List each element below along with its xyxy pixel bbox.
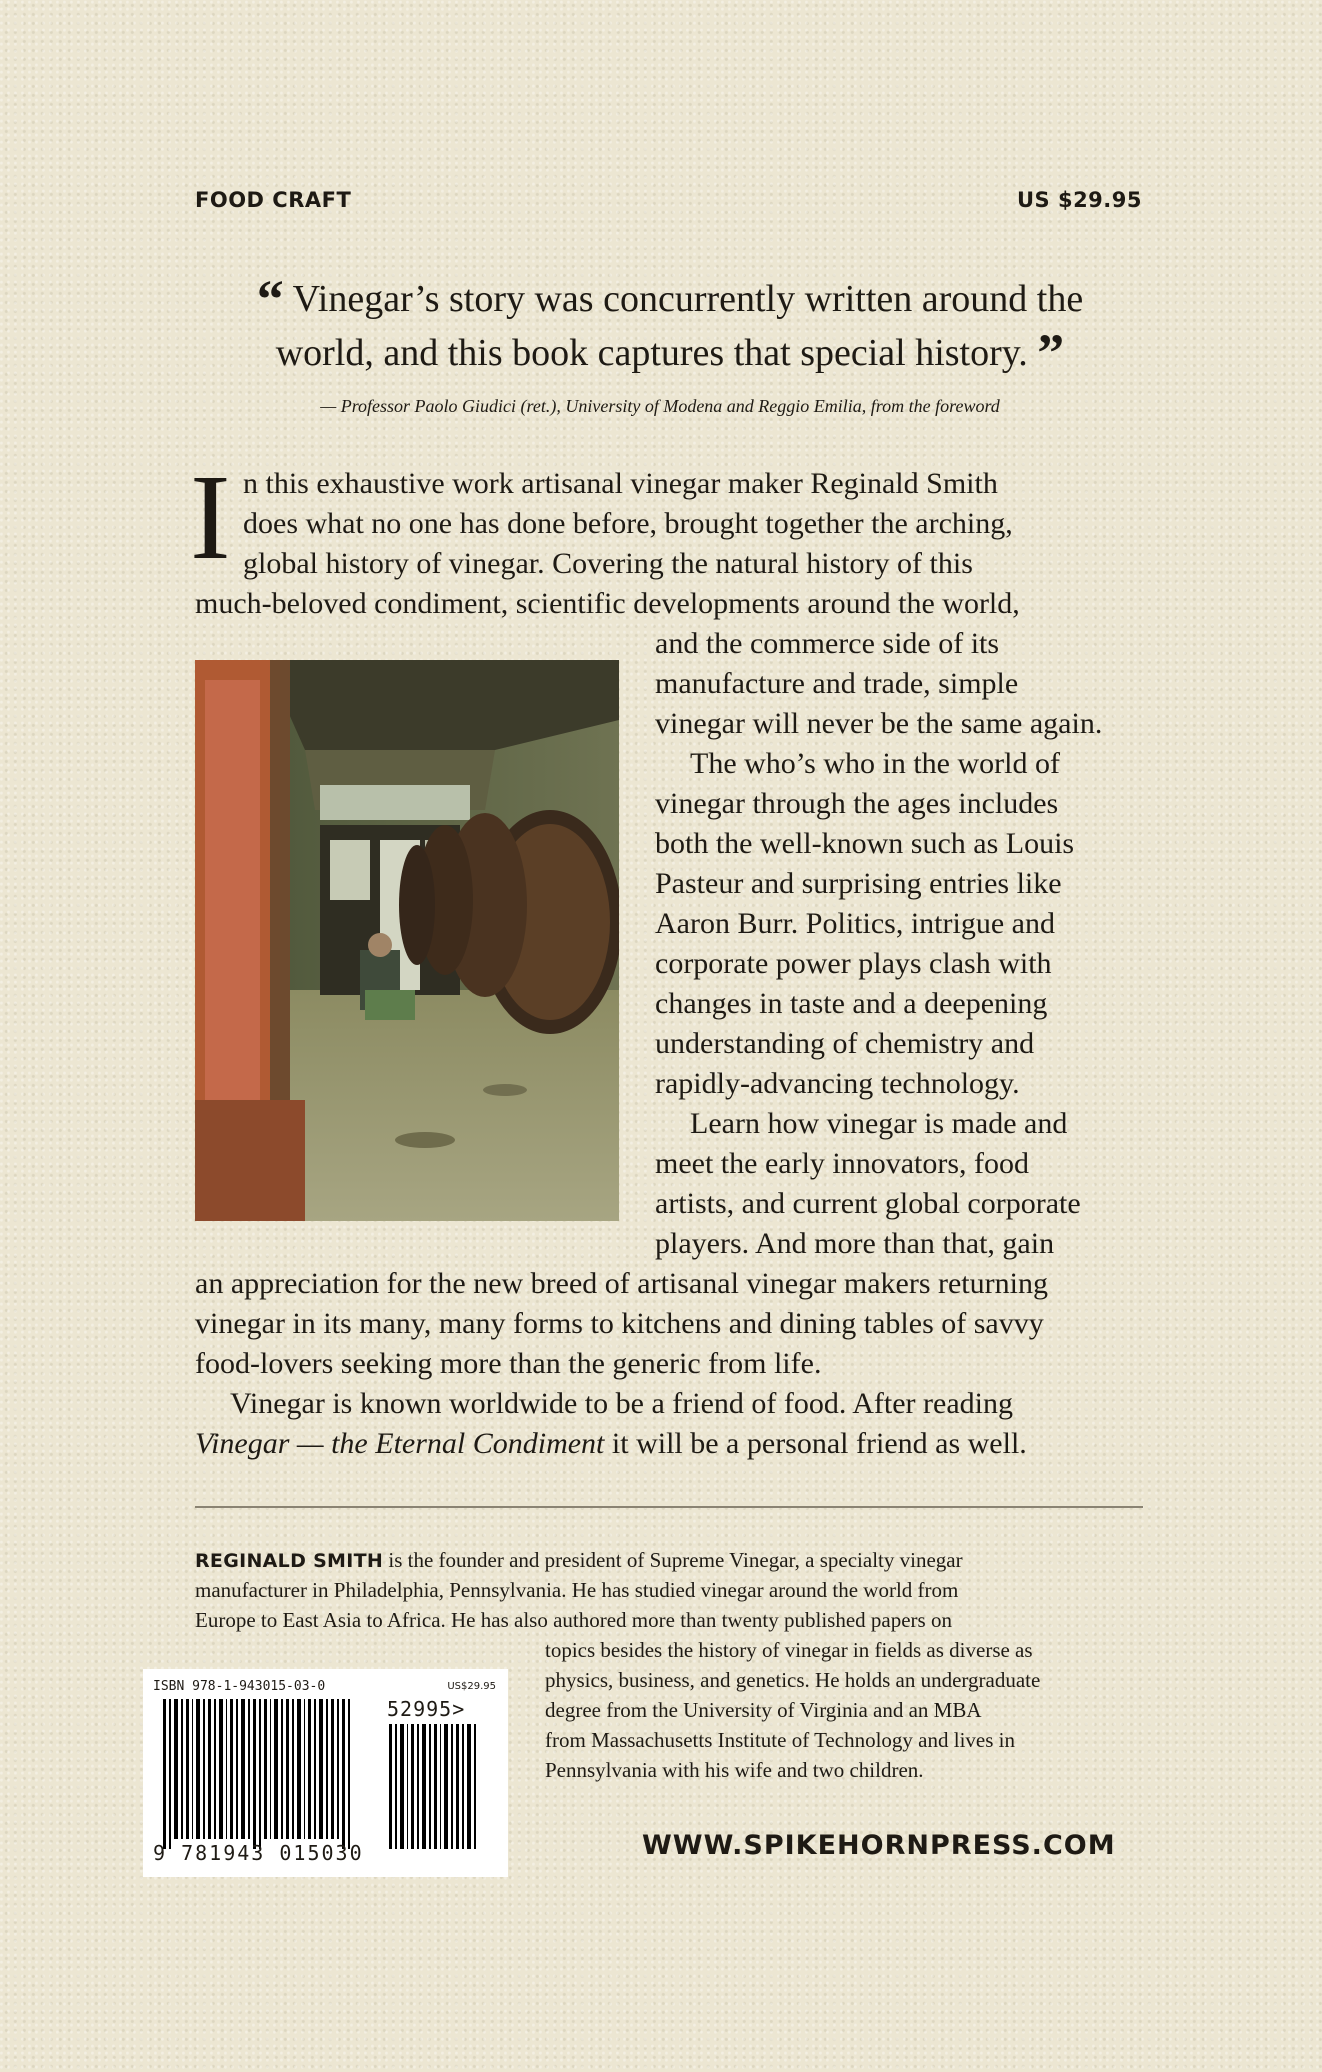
quote-attribution: — Professor Paolo Giudici (ret.), University of Modena and Reggio Emilia, from the foreword	[320, 396, 1000, 416]
description-line: players. And more than that, gain	[655, 1227, 1055, 1260]
description-line: Aaron Burr. Politics, intrigue and	[655, 907, 1055, 940]
description-line: artists, and current global corporate	[655, 1187, 1081, 1220]
description-line: an appreciation for the new breed of artisanal vinegar makers returning	[195, 1267, 1048, 1300]
description-line: vinegar will never be the same again.	[655, 707, 1103, 740]
author-bio-line: degree from the University of Virginia and an MBA	[545, 1698, 982, 1722]
description-line: Vinegar is known worldwide to be a friend of food. After reading	[230, 1387, 1013, 1420]
isbn-text: ISBN 978-1-943015-03-0	[153, 1679, 326, 1694]
description-line: understanding of chemistry and	[655, 1027, 1035, 1060]
description-line: rapidly-advancing technology.	[655, 1067, 1020, 1100]
description-line: vinegar through the ages includes	[655, 787, 1059, 820]
description-line: meet the early innovators, food	[655, 1147, 1030, 1180]
barcode-price: US$29.95	[447, 1681, 496, 1692]
barcode-number: 9 781943 015030	[153, 1841, 364, 1865]
description-line: vinegar in its many, many forms to kitchens and dining tables of savvy	[195, 1307, 1044, 1340]
quote-line-2: world, and this book captures that special history.	[275, 332, 1028, 374]
price-label: US $29.95	[1016, 188, 1142, 212]
painting-svg	[195, 660, 619, 1221]
description-line: much-beloved condiment, scientific developments around the world,	[195, 587, 1020, 620]
description-line: does what no one has done before, brought together the arching,	[243, 507, 1013, 540]
author-bio-text: is the founder and president of Supreme Vinegar, a specialty vinegar	[383, 1548, 963, 1572]
description-last-line	[195, 1427, 1027, 1461]
description-line: manufacture and trade, simple	[655, 667, 1019, 700]
description-line: Pasteur and surprising entries like	[655, 867, 1062, 900]
author-bio-line: topics besides the history of vinegar in fields as diverse as	[545, 1638, 1033, 1662]
isbn-barcode	[143, 1669, 508, 1877]
description-line: food-lovers seeking more than the generic from life.	[195, 1347, 822, 1380]
description-line: both the well-known such as Louis	[655, 827, 1075, 860]
drop-cap: I	[190, 450, 231, 585]
quote-line-1: Vinegar’s story was concurrently written around the	[292, 278, 1084, 320]
barcode-addon-number: 52995>	[387, 1697, 466, 1721]
description-line: and the commerce side of its	[655, 627, 1000, 660]
section-divider	[195, 1506, 1143, 1508]
author-bio-line: manufacturer in Philadelphia, Pennsylvania. He has studied vinegar around the world from	[195, 1578, 959, 1602]
author-bio-line-1	[195, 1545, 963, 1576]
close-quote-mark: ”	[1037, 323, 1065, 383]
author-bio-line: from Massachusetts Institute of Technology and lives in	[545, 1728, 1015, 1752]
description-line: n this exhaustive work artisanal vinegar maker Reginald Smith	[243, 467, 998, 500]
open-quote-mark: “	[256, 269, 284, 329]
pull-quote	[190, 269, 1150, 383]
description-line: global history of vinegar. Covering the natural history of this	[243, 547, 973, 580]
description-line: The who’s who in the world of	[690, 747, 1060, 780]
author-bio-line: Europe to East Asia to Africa. He has also authored more than twenty published papers on	[195, 1608, 952, 1632]
author-bio-line: physics, business, and genetics. He holds an undergraduate	[545, 1668, 1041, 1692]
description-last-line-rest: it will be a personal friend as well.	[604, 1427, 1027, 1460]
description-line: Learn how vinegar is made and	[690, 1107, 1068, 1140]
description-line: changes in taste and a deepening	[655, 987, 1048, 1020]
author-name: REGINALD SMITH	[195, 1550, 384, 1572]
publisher-website[interactable]: WWW.SPIKEHORNPRESS.COM	[642, 1830, 1116, 1861]
author-bio-line: Pennsylvania with his wife and two children.	[545, 1758, 924, 1782]
vinegar-cellar-painting	[195, 660, 619, 1221]
description-line: corporate power plays clash with	[655, 947, 1052, 980]
book-title-italic: Vinegar — the Eternal Condiment	[195, 1427, 605, 1460]
category-label: FOOD CRAFT	[195, 188, 352, 212]
